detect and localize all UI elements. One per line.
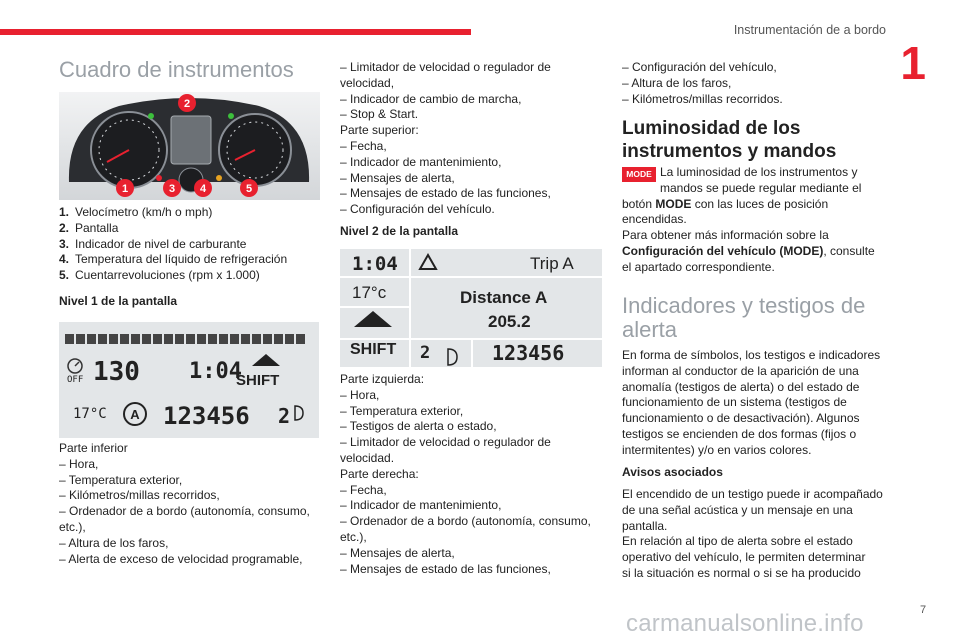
text-line: El encendido de un testigo puede ir acompañado (622, 487, 883, 501)
list-item: – Alerta de exceso de velocidad programable, (59, 552, 321, 568)
text-line: – Mensajes de alerta, (340, 170, 455, 185)
text-line: – Fecha, (340, 138, 387, 153)
svg-text:A: A (130, 407, 140, 422)
heading-indicadores (622, 294, 865, 342)
text-line: de una señal acústica y un mensaje en una (622, 502, 853, 517)
instrument-cluster-image (59, 92, 320, 200)
cluster-legend-list (59, 205, 287, 284)
text-line: – Testigos de alerta o estado, (340, 419, 497, 434)
text-line: Parte izquierda: (340, 372, 425, 386)
col2-top-block (340, 60, 602, 218)
text-line: En forma de símbolos, los testigos e indicadores (622, 348, 881, 362)
list-item: 5. Cuentarrevoluciones (rpm x 1.000) (59, 268, 260, 283)
text-line: Para obtener más información sobre la (622, 228, 829, 243)
text-line: botón MODE con las luces de posición (622, 196, 829, 211)
lcd2-time: 1:04 (352, 253, 398, 275)
lcd2-odometer: 123456 (492, 341, 565, 365)
text-line: etc.), (340, 529, 367, 544)
page-number: 7 (920, 604, 927, 616)
mode-button-icon: MODE (622, 167, 656, 182)
col2-bottom-block (340, 372, 602, 577)
text-line: pantalla. (622, 518, 668, 533)
lcd-shift: SHIFT (236, 372, 280, 389)
luminosidad-text (622, 165, 890, 276)
parte-inferior-title: Parte inferior (59, 441, 128, 455)
avisos-text (622, 487, 890, 582)
header-accent-bar (0, 29, 471, 35)
text-line: – Indicador de cambio de marcha, (340, 91, 522, 106)
lcd-temp: 17°C (73, 406, 107, 422)
text-line: La luminosidad de los instrumentos y (660, 165, 858, 179)
title-cuadro: Cuadro de instrumentos (59, 57, 294, 82)
heading-nivel-2: Nivel 2 de la pantalla (340, 224, 459, 238)
text-line: encendidas. (622, 212, 687, 227)
list-item: – Temperatura exterior, (59, 473, 321, 489)
display-level1-image (59, 322, 319, 438)
lcd-off: OFF (67, 375, 84, 385)
parte-inferior-block (59, 441, 321, 567)
text-line: – Fecha, (340, 482, 387, 497)
text-line: – Altura de los faros, (622, 75, 732, 90)
heading-avisos: Avisos asociados (622, 465, 723, 479)
chapter-number: 1 (900, 37, 926, 89)
lcd2-distance-value: 205.2 (488, 312, 531, 331)
callout-2: 2 (183, 98, 191, 110)
lcd2-temp: 17°c (352, 283, 387, 302)
text-line: anomalía (testigos de alerta) o del estado de (622, 379, 860, 394)
callout-5: 5 (245, 183, 253, 195)
heading-line: Indicadores y testigos de (622, 293, 866, 318)
text-line: – Limitador de velocidad o regulador de (340, 60, 551, 74)
list-item: – Altura de los faros, (59, 536, 321, 552)
text-line: mandos se puede regular mediante el (660, 180, 862, 195)
heading-nivel-1: Nivel 1 de la pantalla (59, 294, 178, 308)
text-line: velocidad. (340, 450, 395, 465)
heading-line: alerta (622, 317, 678, 343)
text-line: informan al conductor de la aparición de una (622, 363, 859, 378)
text-line: – Hora, (340, 387, 380, 402)
callout-1: 1 (121, 183, 129, 195)
callout-4: 4 (199, 183, 207, 195)
lcd-odometer: 123456 (163, 402, 250, 430)
list-item: 4. Temperatura del líquido de refrigeración (59, 252, 288, 267)
text-line: operativo del vehículo, le permiten determinar (622, 550, 866, 565)
indicadores-text (622, 348, 890, 459)
text-line: – Configuración del vehículo. (340, 202, 495, 217)
list-item: – Ordenador de a bordo (autonomía, consumo, (59, 504, 321, 520)
text-line: – Stop & Start. (340, 107, 419, 122)
text-line: En relación al tipo de alerta sobre el estado (622, 534, 853, 549)
text-line: – Indicador de mantenimiento, (340, 154, 502, 169)
list-item: 3. Indicador de nivel de carburante (59, 236, 247, 251)
list-item: 2. Pantalla (59, 220, 119, 235)
section-title: Instrumentación de a bordo (733, 23, 886, 37)
heading-line: Luminosidad de los (622, 118, 801, 139)
text-line: intermitentes) y/o en varios colores. (622, 442, 812, 457)
text-line: – Temperatura exterior, (340, 403, 464, 418)
text-line: testigos se encienden de dos formas (fijos o (622, 426, 857, 441)
text-line: – Mensajes de alerta, (340, 545, 455, 560)
callout-3: 3 (168, 183, 176, 195)
lcd-gear: 2 (278, 404, 291, 428)
lcd2-trip: Trip A (530, 254, 574, 273)
text-line: – Configuración del vehículo, (622, 60, 777, 74)
display-level2-image (340, 249, 602, 367)
text-line: Configuración del vehículo (MODE), consulte (622, 243, 875, 258)
text-line: velocidad, (340, 75, 395, 90)
lcd-time: 1:04 (189, 359, 242, 384)
list-item: 1. Velocímetro (km/h o mph) (59, 205, 213, 219)
col3-top-block (622, 60, 890, 107)
list-item: – Hora, (59, 457, 321, 473)
heading-luminosidad (622, 118, 836, 164)
text-line: funcionamiento de un sistema (testigos de (622, 395, 847, 410)
lcd2-gear: 2 (420, 343, 431, 363)
text-line: funcionamiento o de desactivación). Algunos (622, 411, 860, 426)
text-line: Parte derecha: (340, 466, 419, 481)
list-item: – Kilómetros/millas recorridos, (59, 488, 321, 504)
text-line: Parte superior: (340, 123, 419, 138)
lcd2-shift: SHIFT (350, 341, 397, 358)
heading-line: instrumentos y mandos (622, 140, 837, 162)
text-line: – Ordenador de a bordo (autonomía, consumo, (340, 514, 591, 529)
text-line: el apartado correspondiente. (622, 259, 775, 274)
inferior-cont: etc.), (59, 519, 86, 534)
lcd-speed: 130 (93, 357, 140, 387)
text-line: – Kilómetros/millas recorridos. (622, 91, 783, 106)
text-line: – Mensajes de estado de las funciones, (340, 561, 551, 576)
lcd2-distance-label: Distance A (460, 288, 548, 307)
text-line: si la situación es normal o si se ha producido (622, 565, 861, 580)
watermark: carmanualsonline.info (626, 610, 864, 637)
text-line: – Mensajes de estado de las funciones, (340, 186, 551, 201)
text-line: – Limitador de velocidad o regulador de (340, 435, 551, 450)
text-line: – Indicador de mantenimiento, (340, 498, 502, 513)
